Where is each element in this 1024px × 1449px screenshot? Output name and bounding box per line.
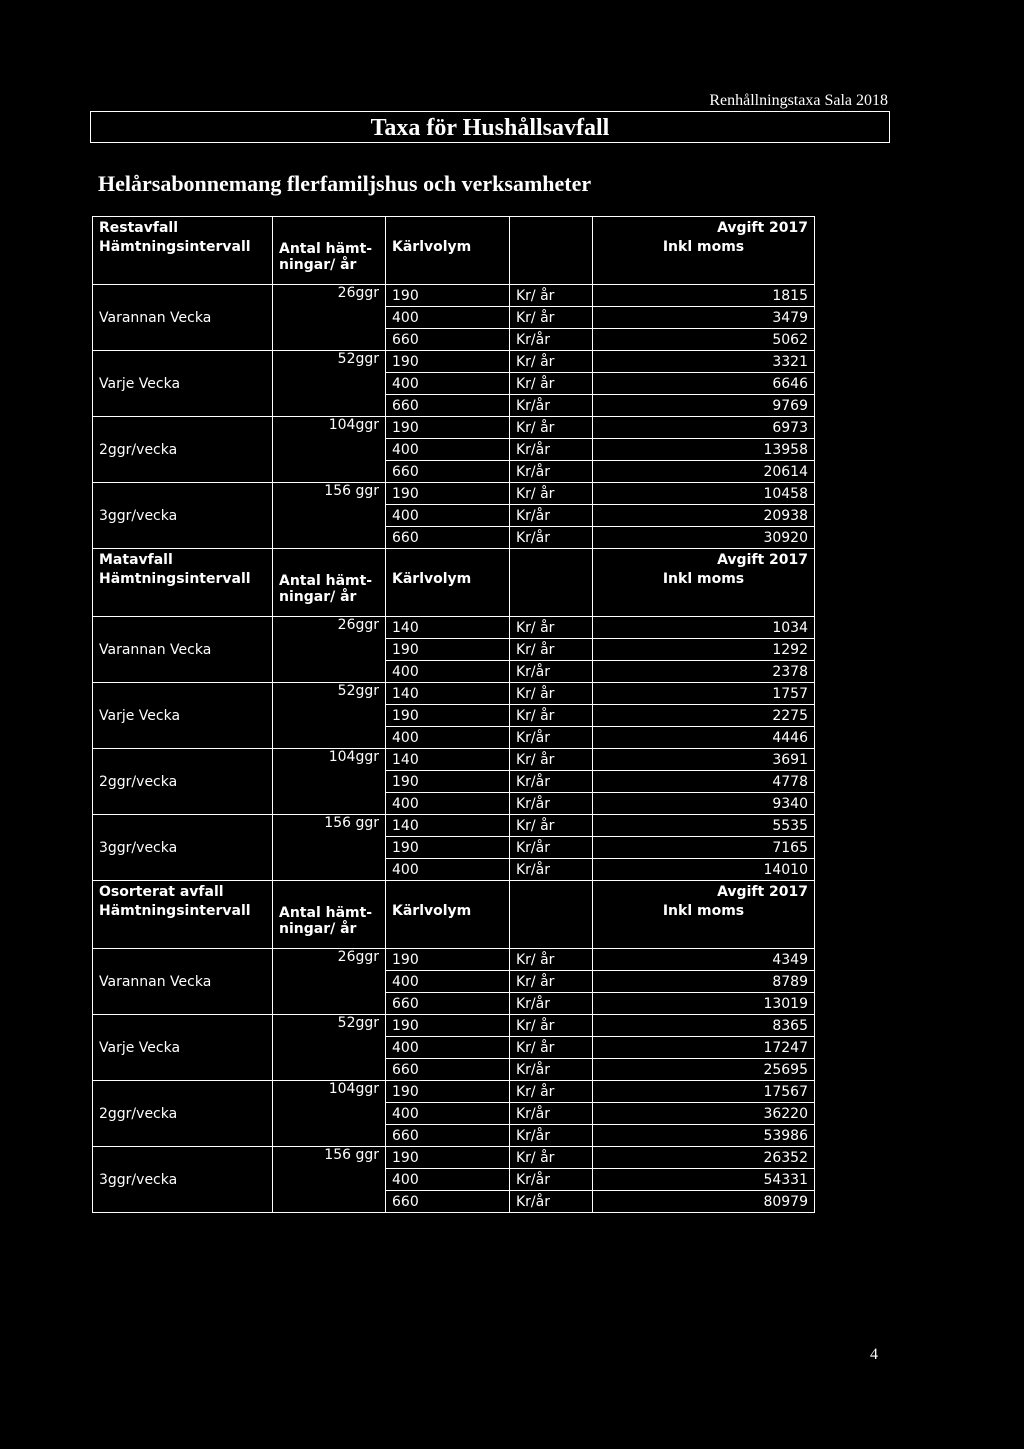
interval-cell: 3ggr/vecka (93, 815, 273, 881)
section-header-row (93, 549, 815, 571)
interval-cell: Varannan Vecka (93, 949, 273, 1015)
empty-cell (510, 881, 593, 903)
volume-cell: 190 (386, 1147, 510, 1169)
unit-cell: Kr/år (510, 993, 593, 1015)
unit-cell: Kr/ år (510, 373, 593, 395)
unit-cell: Kr/år (510, 1059, 593, 1081)
empty-cell (510, 239, 593, 285)
price-cell: 2378 (593, 661, 815, 683)
volume-cell: 660 (386, 461, 510, 483)
unit-cell: Kr/ år (510, 351, 593, 373)
volume-cell: 400 (386, 1103, 510, 1125)
column-header-row (93, 903, 815, 949)
empty-cell (386, 217, 510, 239)
col-moms-header: Inkl moms (593, 903, 815, 949)
unit-cell: Kr/ år (510, 307, 593, 329)
table-row (93, 1147, 815, 1169)
price-cell: 6646 (593, 373, 815, 395)
volume-cell: 190 (386, 1081, 510, 1103)
unit-cell: Kr/ år (510, 683, 593, 705)
interval-cell: Varje Vecka (93, 1015, 273, 1081)
col-count-header: Antal hämt- ningar/ år (273, 903, 386, 949)
col-interval-header: Hämtningsintervall (93, 903, 273, 949)
fee-label: Avgift 2017 (593, 217, 815, 239)
col-volume-header: Kärlvolym (386, 903, 510, 949)
empty-cell (510, 217, 593, 239)
price-cell: 2275 (593, 705, 815, 727)
section-name: Osorterat avfall (93, 881, 273, 903)
page-number: 4 (870, 1346, 878, 1363)
volume-cell: 190 (386, 351, 510, 373)
col-interval-header: Hämtningsintervall (93, 239, 273, 285)
interval-cell: 2ggr/vecka (93, 749, 273, 815)
volume-cell: 190 (386, 483, 510, 505)
volume-cell: 190 (386, 1015, 510, 1037)
volume-cell: 660 (386, 395, 510, 417)
price-cell: 7165 (593, 837, 815, 859)
col-moms-header: Inkl moms (593, 239, 815, 285)
col-volume-header: Kärlvolym (386, 239, 510, 285)
volume-cell: 140 (386, 683, 510, 705)
empty-cell (510, 549, 593, 571)
price-cell: 53986 (593, 1125, 815, 1147)
volume-cell: 190 (386, 417, 510, 439)
price-cell: 8365 (593, 1015, 815, 1037)
section-header-row (93, 217, 815, 239)
section-header-row (93, 881, 815, 903)
table-row (93, 683, 815, 705)
count-cell: 52ggr (273, 351, 386, 417)
unit-cell: Kr/ år (510, 1147, 593, 1169)
header-note: Renhållningstaxa Sala 2018 (709, 92, 888, 109)
unit-cell: Kr/ år (510, 1015, 593, 1037)
price-cell: 9340 (593, 793, 815, 815)
count-cell: 156 ggr (273, 1147, 386, 1213)
interval-cell: 3ggr/vecka (93, 1147, 273, 1213)
unit-cell: Kr/år (510, 461, 593, 483)
volume-cell: 660 (386, 993, 510, 1015)
price-cell: 20614 (593, 461, 815, 483)
table-row (93, 351, 815, 373)
unit-cell: Kr/år (510, 1103, 593, 1125)
volume-cell: 190 (386, 705, 510, 727)
section-title: Helårsabonnemang flerfamiljshus och verksamheter (98, 171, 592, 196)
price-cell: 6973 (593, 417, 815, 439)
count-cell: 26ggr (273, 285, 386, 351)
table-row (93, 749, 815, 771)
price-cell: 10458 (593, 483, 815, 505)
unit-cell: Kr/år (510, 1191, 593, 1213)
empty-cell (273, 549, 386, 571)
price-cell: 80979 (593, 1191, 815, 1213)
volume-cell: 190 (386, 837, 510, 859)
interval-cell: 2ggr/vecka (93, 1081, 273, 1147)
volume-cell: 400 (386, 307, 510, 329)
price-cell: 9769 (593, 395, 815, 417)
price-cell: 36220 (593, 1103, 815, 1125)
section-name: Matavfall (93, 549, 273, 571)
volume-cell: 400 (386, 859, 510, 881)
price-cell: 5062 (593, 329, 815, 351)
count-cell: 26ggr (273, 617, 386, 683)
price-cell: 17567 (593, 1081, 815, 1103)
unit-cell: Kr/ år (510, 971, 593, 993)
price-cell: 5535 (593, 815, 815, 837)
empty-cell (386, 549, 510, 571)
price-cell: 1815 (593, 285, 815, 307)
count-cell: 26ggr (273, 949, 386, 1015)
price-cell: 1292 (593, 639, 815, 661)
unit-cell: Kr/år (510, 727, 593, 749)
unit-cell: Kr/år (510, 859, 593, 881)
interval-cell: 3ggr/vecka (93, 483, 273, 549)
column-header-row (93, 239, 815, 285)
col-count-header: Antal hämt- ningar/ år (273, 571, 386, 617)
unit-cell: Kr/ år (510, 285, 593, 307)
volume-cell: 660 (386, 527, 510, 549)
table-row (93, 1015, 815, 1037)
unit-cell: Kr/år (510, 329, 593, 351)
price-cell: 4778 (593, 771, 815, 793)
table-row (93, 285, 815, 307)
price-cell: 1757 (593, 683, 815, 705)
volume-cell: 140 (386, 749, 510, 771)
price-cell: 14010 (593, 859, 815, 881)
empty-cell (510, 903, 593, 949)
volume-cell: 400 (386, 661, 510, 683)
unit-cell: Kr/år (510, 1169, 593, 1191)
unit-cell: Kr/ år (510, 815, 593, 837)
col-count-header: Antal hämt- ningar/ år (273, 239, 386, 285)
price-cell: 3479 (593, 307, 815, 329)
unit-cell: Kr/ år (510, 617, 593, 639)
table-row (93, 949, 815, 971)
unit-cell: Kr/ år (510, 1081, 593, 1103)
volume-cell: 400 (386, 1169, 510, 1191)
table-row (93, 1081, 815, 1103)
price-cell: 4349 (593, 949, 815, 971)
unit-cell: Kr/ år (510, 417, 593, 439)
interval-cell: Varje Vecka (93, 683, 273, 749)
table-row (93, 483, 815, 505)
count-cell: 104ggr (273, 1081, 386, 1147)
section-name: Restavfall (93, 217, 273, 239)
unit-cell: Kr/år (510, 793, 593, 815)
column-header-row (93, 571, 815, 617)
unit-cell: Kr/år (510, 661, 593, 683)
price-cell: 8789 (593, 971, 815, 993)
price-cell: 25695 (593, 1059, 815, 1081)
interval-cell: 2ggr/vecka (93, 417, 273, 483)
document-header (0, 0, 1024, 200)
count-cell: 156 ggr (273, 483, 386, 549)
price-cell: 3321 (593, 351, 815, 373)
col-volume-header: Kärlvolym (386, 571, 510, 617)
interval-cell: Varannan Vecka (93, 617, 273, 683)
fee-label: Avgift 2017 (593, 549, 815, 571)
price-cell: 13958 (593, 439, 815, 461)
unit-cell: Kr/år (510, 395, 593, 417)
volume-cell: 660 (386, 329, 510, 351)
unit-cell: Kr/ år (510, 483, 593, 505)
volume-cell: 400 (386, 439, 510, 461)
price-cell: 26352 (593, 1147, 815, 1169)
count-cell: 104ggr (273, 749, 386, 815)
table-row (93, 417, 815, 439)
volume-cell: 400 (386, 971, 510, 993)
volume-cell: 400 (386, 793, 510, 815)
price-cell: 3691 (593, 749, 815, 771)
volume-cell: 140 (386, 617, 510, 639)
volume-cell: 190 (386, 771, 510, 793)
unit-cell: Kr/ år (510, 705, 593, 727)
empty-cell (510, 571, 593, 617)
volume-cell: 660 (386, 1125, 510, 1147)
price-cell: 13019 (593, 993, 815, 1015)
empty-cell (273, 881, 386, 903)
table-row (93, 815, 815, 837)
unit-cell: Kr/år (510, 505, 593, 527)
price-cell: 17247 (593, 1037, 815, 1059)
unit-cell: Kr/år (510, 771, 593, 793)
unit-cell: Kr/ år (510, 1037, 593, 1059)
price-cell: 4446 (593, 727, 815, 749)
price-cell: 1034 (593, 617, 815, 639)
col-interval-header: Hämtningsintervall (93, 571, 273, 617)
count-cell: 52ggr (273, 1015, 386, 1081)
document-title: Taxa för Hushållsavfall (370, 115, 610, 141)
volume-cell: 660 (386, 1191, 510, 1213)
volume-cell: 660 (386, 1059, 510, 1081)
volume-cell: 190 (386, 285, 510, 307)
volume-cell: 400 (386, 1037, 510, 1059)
count-cell: 52ggr (273, 683, 386, 749)
unit-cell: Kr/år (510, 837, 593, 859)
volume-cell: 400 (386, 373, 510, 395)
price-cell: 20938 (593, 505, 815, 527)
unit-cell: Kr/år (510, 439, 593, 461)
volume-cell: 140 (386, 815, 510, 837)
price-cell: 54331 (593, 1169, 815, 1191)
interval-cell: Varje Vecka (93, 351, 273, 417)
fee-label: Avgift 2017 (593, 881, 815, 903)
interval-cell: Varannan Vecka (93, 285, 273, 351)
unit-cell: Kr/ år (510, 949, 593, 971)
unit-cell: Kr/ år (510, 749, 593, 771)
table-row (93, 617, 815, 639)
price-cell: 30920 (593, 527, 815, 549)
unit-cell: Kr/år (510, 527, 593, 549)
col-moms-header: Inkl moms (593, 571, 815, 617)
empty-cell (273, 217, 386, 239)
volume-cell: 190 (386, 949, 510, 971)
count-cell: 104ggr (273, 417, 386, 483)
volume-cell: 190 (386, 639, 510, 661)
volume-cell: 400 (386, 505, 510, 527)
count-cell: 156 ggr (273, 815, 386, 881)
unit-cell: Kr/år (510, 1125, 593, 1147)
empty-cell (386, 881, 510, 903)
unit-cell: Kr/ år (510, 639, 593, 661)
volume-cell: 400 (386, 727, 510, 749)
title-box (90, 111, 890, 143)
tariff-table (92, 216, 815, 1213)
